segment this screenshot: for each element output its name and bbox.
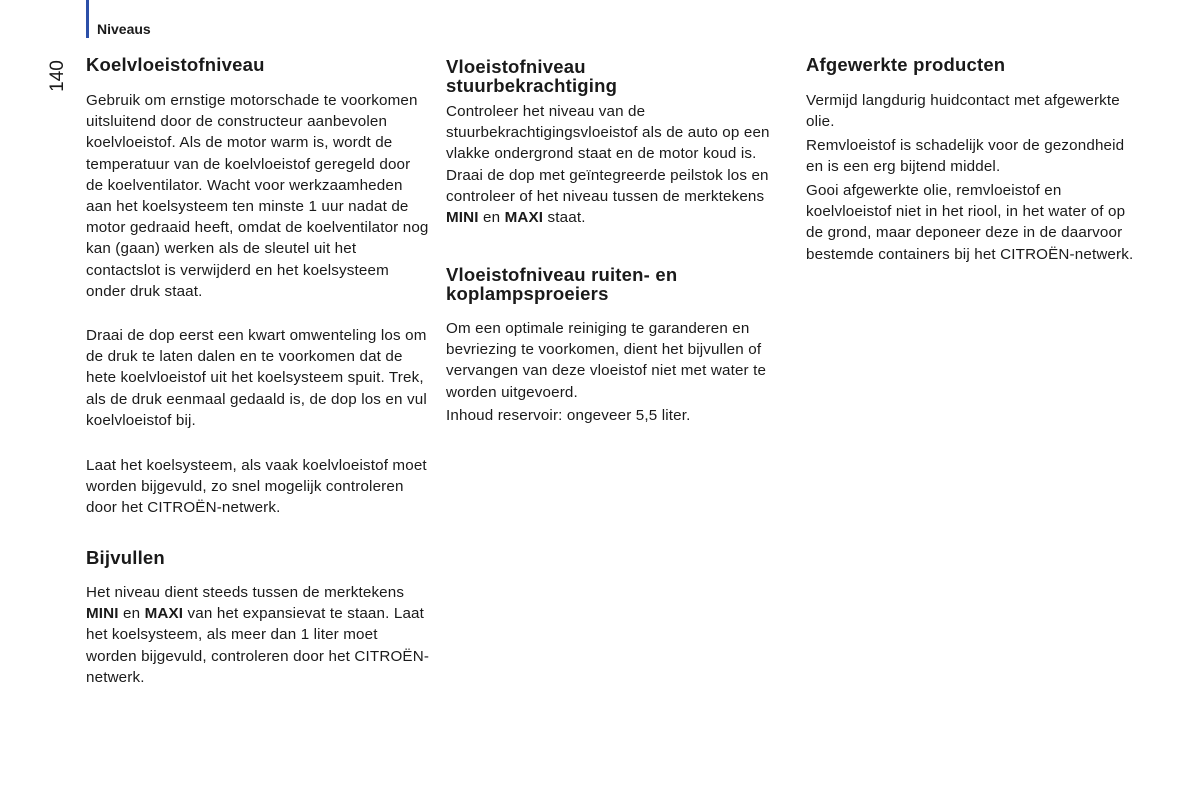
paragraph-sproeiers: Om een optimale reiniging te garanderen en bevriezing te voorkomen, dient het bijvullen of vervangen van deze vloeistof niet met water te worden uitgevoerd. xyxy=(446,320,767,401)
mark-maxi: MAXI xyxy=(144,605,184,623)
paragraph-huidcontact: Vermijd langdurig huidcontact met afgewerkte olie. xyxy=(806,92,1120,131)
mark-mini: MINI xyxy=(446,209,479,227)
heading-line: Vloeistofniveau ruiten- en xyxy=(446,264,678,285)
paragraph-afvoer: Gooi afgewerkte olie, remvloeistof en koelvloeistof niet in het riool, in het water of op de grond, maar deponeer deze in de daarvoor bestemde containers bij het CITROËN-netwerk. xyxy=(806,182,1134,263)
paragraph-coolant-network: Laat het koelsysteem, als vaak koelvloeistof moet worden bijgevuld, zo snel mogelijk controleren door het CITROËN-netwerk. xyxy=(86,457,427,517)
text-segment: staat. xyxy=(543,209,586,227)
text-segment: en xyxy=(118,605,145,623)
text-segment: en xyxy=(478,209,505,227)
mark-maxi: MAXI xyxy=(504,209,544,227)
section-accent-bar xyxy=(86,0,89,38)
paragraph-coolant-intro: Gebruik om ernstige motorschade te voorkomen uitsluitend door de constructeur aanbevolen koelvloeistof. Als de motor warm is, wordt de temperatuur van de koelvloeistof geregeld door de koelventilator. Wacht voor werkzaamheden aan het koelsysteem ten minste 1 uur nadat de motor gedraaid heeft, omdat de koelventilator nog kan (gaan) werken als de sleutel uit het contactslot is verwijderd en het koelsysteem onder druk staat. xyxy=(86,92,429,300)
text-segment: Controleer het niveau van de stuurbekrachtigingsvloeistof als de auto op een vlakke ondergrond staat en de motor koud is. Draai de dop met geïntegreerde peilstok los en controleer of het niveau tussen de merktekens xyxy=(446,103,770,205)
text-segment: Het niveau dient steeds tussen de merktekens xyxy=(86,584,405,601)
heading-stuurbekrachtiging xyxy=(446,57,791,95)
text-segment: van het expansievat te staan. Laat het koelsysteem, als meer dan 1 liter moet worden bijgevuld, controleren door het CITROËN-netwerk. xyxy=(86,605,430,686)
heading-afgewerkte-producten: Afgewerkte producten xyxy=(806,54,1006,75)
heading-ruiten-koplampsproeiers xyxy=(446,265,791,303)
heading-line: Vloeistofniveau xyxy=(446,56,586,77)
paragraph-stuurbekrachtiging xyxy=(446,101,791,228)
mark-mini: MINI xyxy=(86,605,119,623)
paragraph-remvloeistof: Remvloeistof is schadelijk voor de gezondheid en is een erg bijtend middel. xyxy=(806,137,1125,176)
page-number: 140 xyxy=(47,60,68,92)
heading-bijvullen: Bijvullen xyxy=(86,547,165,568)
heading-line: stuurbekrachtiging xyxy=(446,75,618,96)
heading-line: koplampsproeiers xyxy=(446,283,609,304)
paragraph-bijvullen xyxy=(86,582,431,688)
paragraph-reservoir: Inhoud reservoir: ongeveer 5,5 liter. xyxy=(446,407,691,424)
paragraph-coolant-cap: Draai de dop eerst een kwart omwenteling los om de druk te laten dalen en te voorkomen dat de hete koelvloeistof uit het koelsysteem spuit. Trek, als de druk eenmaal gedaald is, de dop los en vul koelvloeistof bij. xyxy=(86,327,427,429)
section-label: Niveaus xyxy=(97,21,151,37)
heading-koelvloeistofniveau: Koelvloeistofniveau xyxy=(86,54,265,75)
